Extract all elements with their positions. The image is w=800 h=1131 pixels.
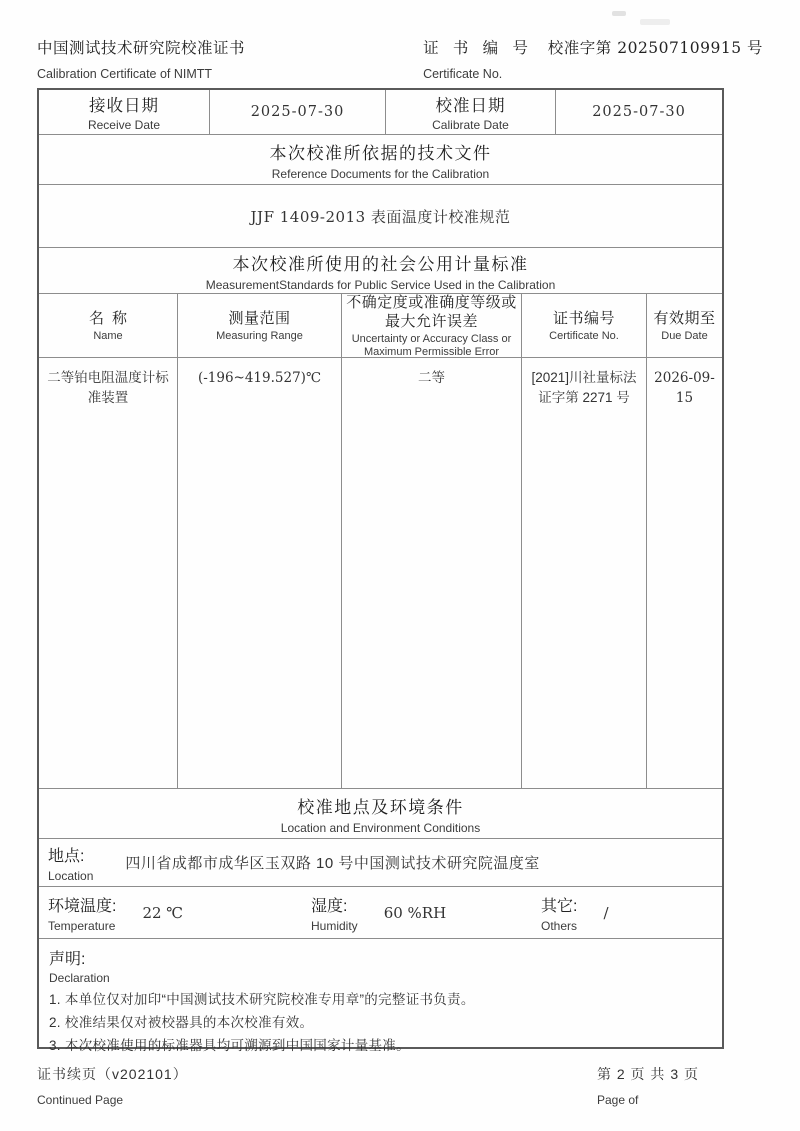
location-cell [39,839,722,886]
humidity-value: 60 %RH [383,903,447,922]
location-row [39,838,722,886]
certificate-no-block [423,36,763,81]
column-header-due-cn: 有效期至 [653,309,716,327]
column-header-certno [522,294,647,357]
column-header-name-en: Name [93,329,123,342]
column-header-due [647,294,722,357]
environment-conditions-cell [39,887,722,938]
reference-document-row [39,184,722,247]
institute-title-en: Calibration Certificate of NIMTT [37,67,213,81]
standard-due-cell [647,358,722,788]
environment-section-title-row [39,788,722,838]
standard-range: (-196~419.527)℃ [197,370,322,386]
reference-document-cell [39,185,722,247]
column-header-range-cn: 测量范围 [228,309,291,327]
standard-due: 2026-09-15 [654,370,715,406]
column-header-name [39,294,178,357]
standard-uncertainty-cell [342,358,522,788]
standards-section-title-row [39,247,722,293]
calibrate-date-value: 2025-07-30 [592,104,686,120]
others-label-cn: 其它: [541,897,578,915]
reference-section-title-row [39,134,722,184]
location-label-cn: 地点: [48,847,85,865]
receive-date-value: 2025-07-30 [250,104,345,120]
footer-continued-block [37,1064,188,1107]
environment-section-title-cn: 校准地点及环境条件 [297,797,464,817]
column-header-due-en: Due Date [661,329,708,342]
scan-artifact [640,19,670,25]
footer-continued-en: Continued Page [37,1093,124,1107]
others-group [541,893,722,933]
environment-section-title-en: Location and Environment Conditions [280,820,481,835]
temperature-label [48,893,116,933]
certificate-table [37,88,724,1053]
standards-data-row [39,357,722,788]
certificate-no-label-cn: 证 书 编 号 [423,40,533,57]
location-label-en: Location [48,868,94,883]
footer-page-block [597,1064,699,1107]
declaration-cell [39,939,722,1053]
others-label [541,893,577,933]
document-header [37,36,763,81]
temperature-label-en: Temperature [48,918,116,933]
calibrate-date-label-cn: 校准日期 [435,97,506,115]
column-header-certno-en: Certificate No. [549,329,619,342]
standard-name-cell [39,358,178,788]
declaration-row [39,938,722,1053]
dates-row [39,90,722,134]
standards-section-title-cn: 本次校准所使用的社会公用计量标准 [232,254,529,274]
declaration-list [49,988,475,1057]
environment-conditions-row [39,886,722,938]
declaration-label-en: Declaration [49,971,110,985]
certificate-no-value: 校准字第 202507109915 号 [547,39,763,57]
humidity-label [311,893,358,933]
declaration-label-cn: 声明: [49,951,86,968]
calibrate-date-value-cell [556,90,722,134]
standard-range-cell [178,358,342,788]
reference-document-text: JJF 1409-2013 表面温度计校准规范 [250,207,511,226]
standard-uncertainty: 二等 [418,370,445,385]
institute-title-block [37,36,423,81]
institute-title-cn: 中国测试技术研究院校准证书 [37,40,246,57]
reference-section-title-cell [39,135,722,184]
calibrate-date-label-en: Calibrate Date [432,118,509,132]
calibrate-date-label-cell [386,90,556,134]
temperature-label-cn: 环境温度: [48,897,117,915]
certificate-no-label-en: Certificate No. [423,67,503,81]
standard-certno: [2021]川社量标法证字第 2271 号 [531,370,637,405]
declaration-item-2: 2. 校准结果仅对被校器具的本次校准有效。 [49,1015,314,1030]
standard-name: 二等铂电阻温度计标准装置 [47,370,169,405]
reference-section-title-cn: 本次校准所依据的技术文件 [269,143,492,163]
temperature-value: 22 ℃ [142,903,184,922]
column-header-certno-cn: 证书编号 [552,309,615,327]
temperature-group [48,893,311,933]
standards-section-title-cell [39,248,722,293]
certificate-no-line [423,36,763,58]
column-header-uncertainty [342,294,522,357]
others-label-en: Others [541,918,578,933]
declaration-item-3: 3. 本次校准使用的标准器具均可溯源到中国国家计量基准。 [49,1038,410,1053]
location-label [48,843,93,883]
environment-section-title-cell [39,789,722,838]
document-footer [37,1064,724,1107]
declaration-item-1: 1. 本单位仅对加印“中国测试技术研究院校准专用章”的完整证书负责。 [49,992,475,1007]
footer-continued-cn: 证书续页（v202101） [37,1066,188,1082]
column-header-name-cn: 名称 [88,309,135,327]
column-header-range-en: Measuring Range [216,329,303,342]
column-header-uncertainty-cn: 不确定度或准确度等级或最大允许误差 [346,293,517,330]
footer-page-cn: 第 2 页 共 3 页 [596,1066,699,1082]
humidity-label-en: Humidity [311,918,358,933]
standards-column-header-row [39,293,722,357]
standard-certno-cell [522,358,647,788]
column-header-uncertainty-en: Uncertainty or Accuracy Class or Maximum Permissible Error [351,332,512,358]
humidity-label-cn: 湿度: [311,897,348,915]
receive-date-label-en: Receive Date [87,118,161,132]
humidity-group [311,893,541,933]
others-value: / [603,903,609,922]
scan-artifact [612,11,626,16]
standards-section-title-en: MeasurementStandards for Public Service Used in the Calibration [205,277,556,292]
column-header-range [178,294,342,357]
receive-date-label-cell [39,90,210,134]
footer-page-en: Page of [596,1093,639,1107]
reference-section-title-en: Reference Documents for the Calibration [271,166,490,181]
receive-date-value-cell [210,90,386,134]
receive-date-label-cn: 接收日期 [89,97,159,115]
location-value: 四川省成都市成华区玉双路 10 号中国测试技术研究院温度室 [125,855,540,872]
